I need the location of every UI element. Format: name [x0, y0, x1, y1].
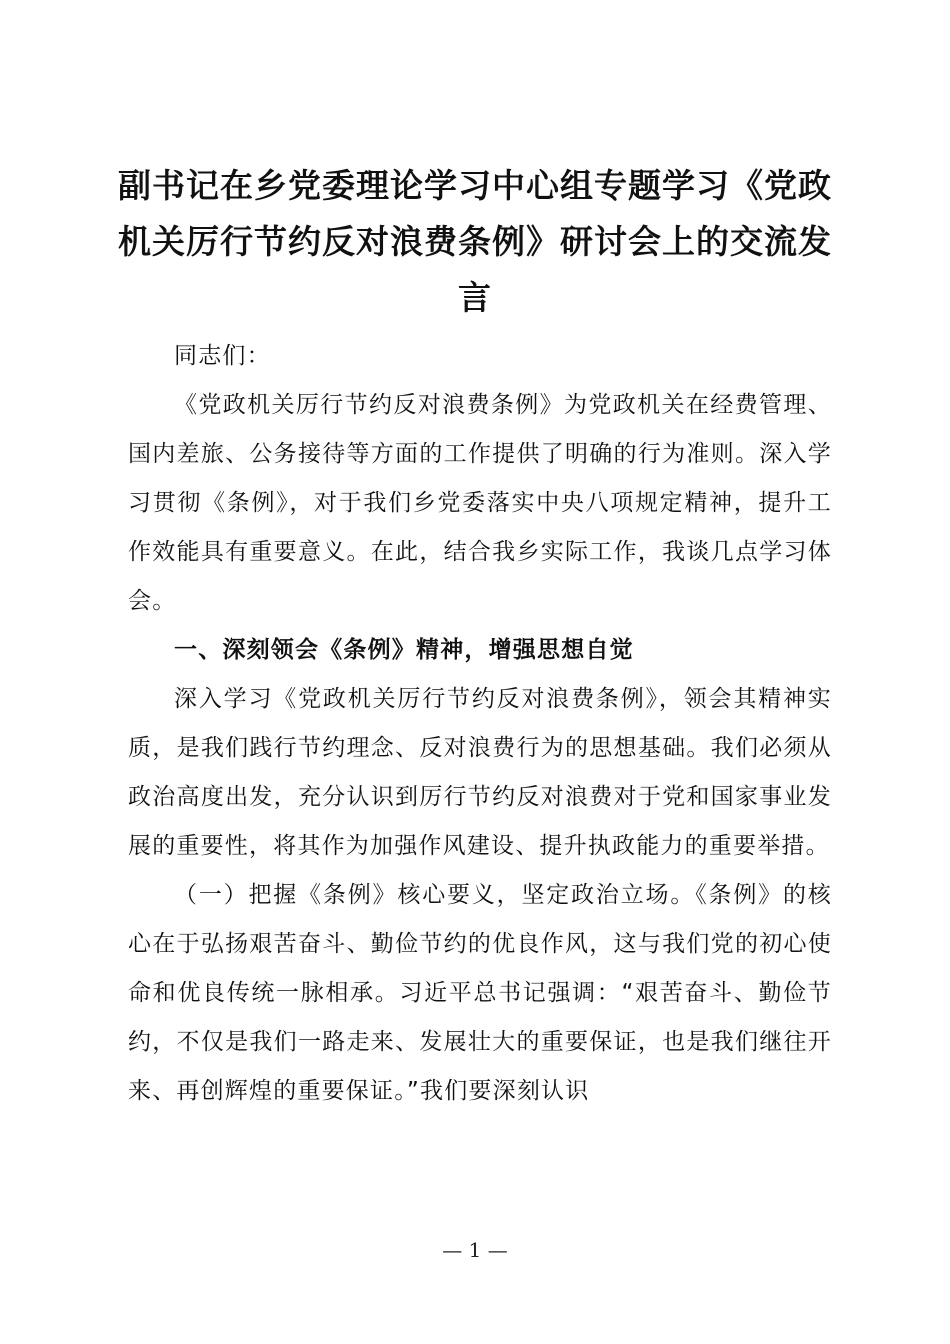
page-number: — 1 — — [442, 1238, 508, 1262]
salutation: 同志们： — [174, 343, 271, 369]
document-body — [128, 332, 832, 1116]
document-title: 副书记在乡党委理论学习中心组专题学习《党政机关厉行节约反对浪费条例》研讨会上的交流发言 — [118, 166, 832, 317]
intro-paragraph: 《党政机关厉行节约反对浪费条例》为党政机关在经费管理、国内差旅、公务接待等方面的工作提供了明确的行为准则。深入学习贯彻《条例》，对于我们乡党委落实中央八项规定精神，提升工作效能具有重要意义。在此，结合我乡实际工作，我谈几点学习体会。 — [128, 392, 832, 614]
body-paragraph: （一）把握《条例》核心要义，坚定政治立场。《条例》的核心在于弘扬艰苦奋斗、勤俭节约的优良作风，这与我们党的初心使命和优良传统一脉相承。习近平总书记强调：“艰苦奋斗、勤俭节约，不仅是我们一路走来、发展壮大的重要保证，也是我们继往开来、再创辉煌的重要保证。”我们要深刻认识 — [128, 882, 832, 1104]
section-heading: 一、深刻领会《条例》精神，增强思想自觉 — [174, 637, 634, 663]
body-paragraph: 深入学习《党政机关厉行节约反对浪费条例》，领会其精神实质，是我们践行节约理念、反对浪费行为的思想基础。我们必须从政治高度出发，充分认识到厉行节约反对浪费对于党和国家事业发展的重要性，将其作为加强作风建设、提升执政能力的重要举措。 — [128, 686, 832, 859]
